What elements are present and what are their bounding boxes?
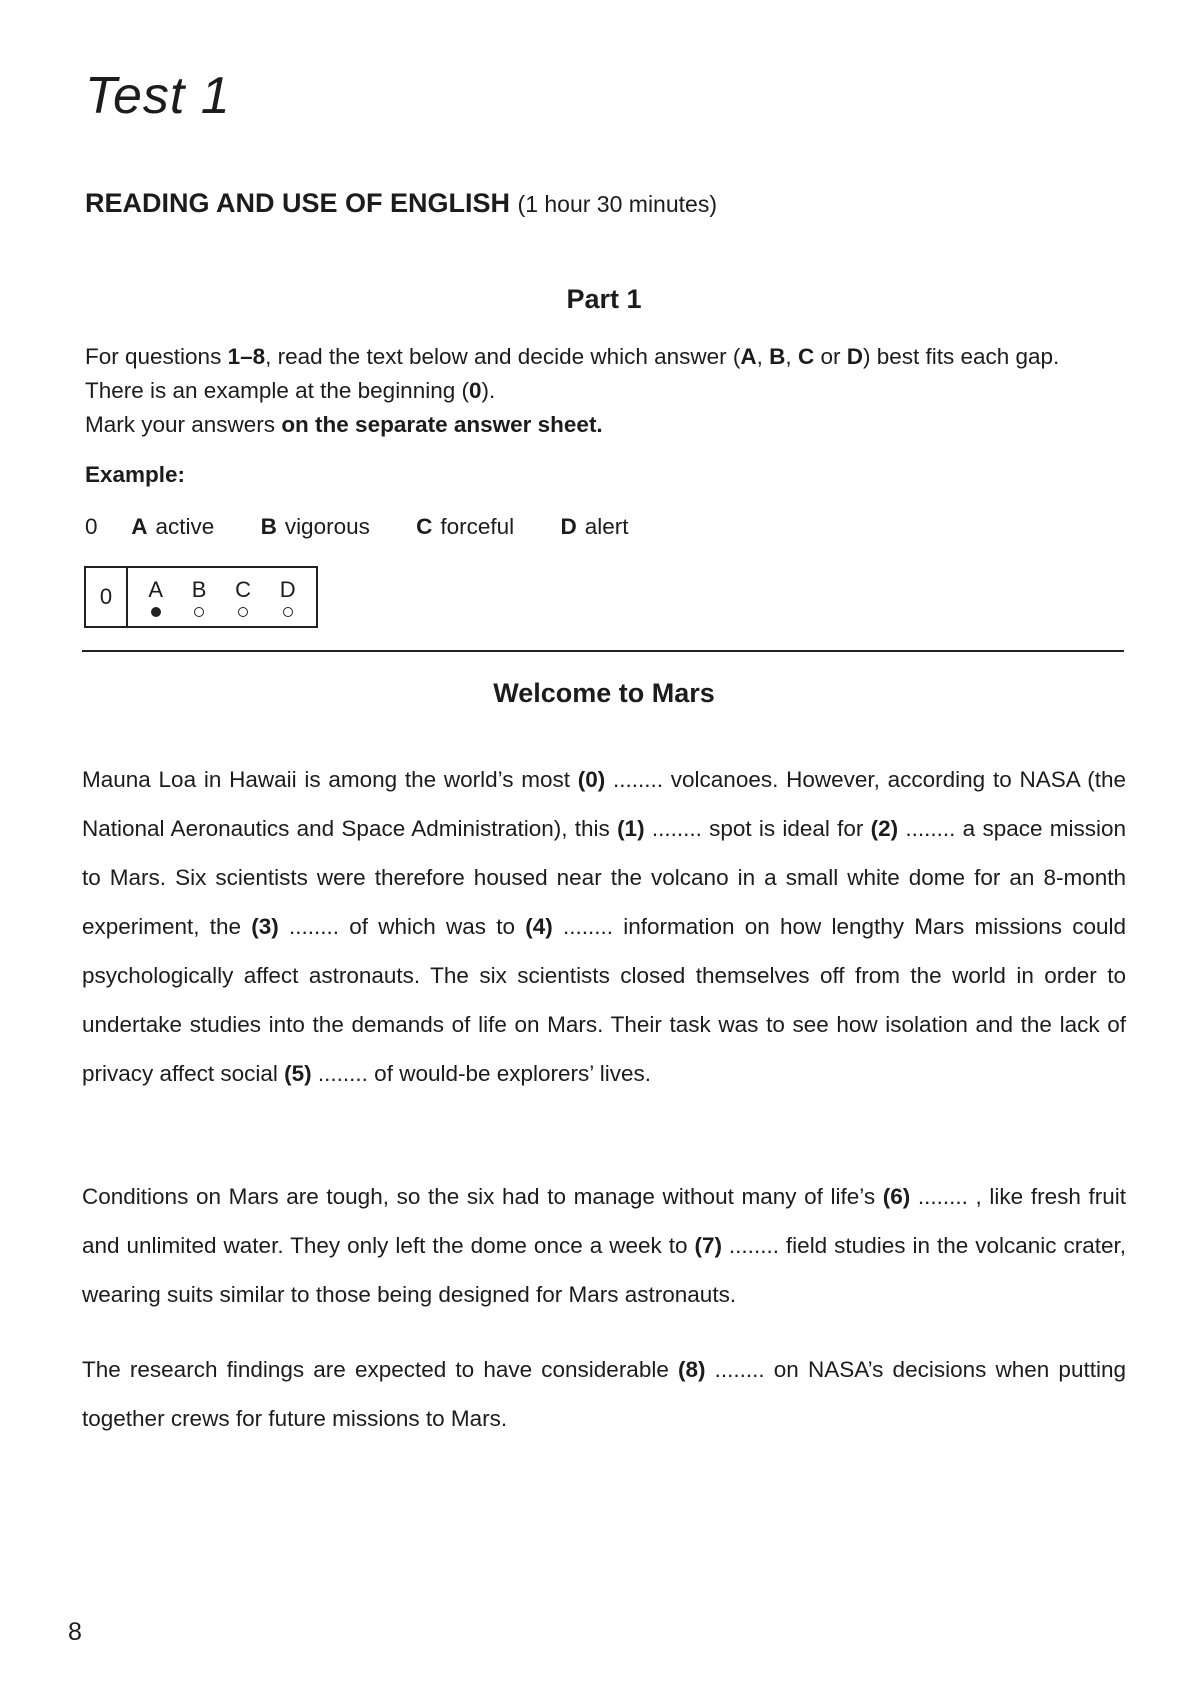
instruction-line-2 bbox=[85, 374, 1130, 408]
option-letter: C bbox=[416, 514, 433, 539]
instruction-line-3 bbox=[85, 408, 1130, 442]
instruction-bold: B bbox=[769, 344, 786, 369]
example-number: 0 bbox=[85, 514, 98, 539]
example-label: Example: bbox=[85, 462, 186, 487]
paragraph-text: Conditions on Mars are tough, so the six had to manage without many of life’s bbox=[82, 1184, 883, 1209]
option-text: alert bbox=[584, 514, 629, 539]
instruction-text: There is an example at the beginning ( bbox=[85, 378, 469, 403]
instruction-bold: 0 bbox=[468, 378, 482, 403]
answer-choice-letter: A bbox=[148, 577, 164, 602]
gap-number: (4) bbox=[525, 914, 553, 939]
paragraph-text: ........ field studies in the volcanic crater, wearing suits similar to those being designed for Mars astronauts. bbox=[82, 1233, 1126, 1307]
gap-number: (6) bbox=[882, 1184, 911, 1209]
paragraph-text: ........ information on how lengthy Mars missions could psychologically affect astronauts. The six scientists closed themselves off from the world in order to undertake studies into the demands of life on Mars. Their task was to see how isolation and the lack of privacy affect social bbox=[82, 914, 1127, 1086]
paragraph-text: ........ of which was to bbox=[278, 914, 526, 939]
answer-choice-c bbox=[235, 568, 251, 626]
example-option-b bbox=[261, 514, 370, 540]
section-divider bbox=[82, 650, 1124, 652]
instruction-bold: on the separate answer sheet. bbox=[281, 412, 603, 437]
answer-choice-letter: C bbox=[235, 577, 252, 602]
instruction-text: or bbox=[814, 344, 847, 369]
gap-number: (0) bbox=[577, 767, 606, 792]
instruction-bold: A bbox=[740, 344, 757, 369]
answer-choice-letter: D bbox=[279, 577, 296, 602]
paragraph-text: ........ spot is ideal for bbox=[644, 816, 871, 841]
gap-number: (8) bbox=[678, 1357, 706, 1382]
answer-bubble-icon bbox=[151, 607, 161, 617]
paragraph-2 bbox=[82, 1172, 1126, 1319]
section-title bbox=[85, 188, 717, 219]
answer-bubble-icon bbox=[194, 607, 204, 617]
gap-number: (5) bbox=[284, 1061, 312, 1086]
instruction-text: For questions bbox=[85, 344, 228, 369]
paragraph-text: The research findings are expected to have considerable bbox=[82, 1357, 678, 1382]
paragraph-3 bbox=[82, 1345, 1126, 1443]
instruction-text: Mark your answers bbox=[85, 412, 282, 437]
example-option-a bbox=[131, 514, 214, 540]
example-option-c bbox=[416, 514, 514, 540]
gap-number: (2) bbox=[870, 816, 899, 841]
option-text: active bbox=[155, 514, 215, 539]
instruction-text: , bbox=[785, 344, 798, 369]
paragraph-text: Mauna Loa in Hawaii is among the world’s most bbox=[82, 767, 578, 792]
option-letter: B bbox=[260, 514, 277, 539]
option-letter: A bbox=[131, 514, 148, 539]
instruction-text: ). bbox=[481, 378, 496, 403]
paragraph-text: ........ on NASA’s decisions when putting together crews for future missions to Mars. bbox=[82, 1357, 1126, 1431]
paragraph-text: ........ volcanoes. However, according to NASA (the National Aeronautics and Space Administration), this bbox=[82, 767, 1126, 841]
example-answer-box bbox=[84, 566, 318, 628]
paragraph-text: ........ , like fresh fruit and unlimited water. They only left the dome once a week to bbox=[82, 1184, 1126, 1258]
test-title: Test 1 bbox=[85, 67, 231, 125]
gap-number: (7) bbox=[694, 1233, 722, 1258]
instruction-bold: C bbox=[797, 344, 815, 369]
instruction-text: ) best fits each gap. bbox=[862, 344, 1060, 369]
page-number: 8 bbox=[68, 1618, 82, 1646]
section-heading: READING AND USE OF ENGLISH bbox=[85, 188, 511, 218]
answer-choice-d bbox=[280, 568, 296, 626]
paragraph-text: ........ of would-be explorers’ lives. bbox=[311, 1061, 651, 1086]
paragraph-1 bbox=[82, 755, 1126, 1098]
answer-bubble-icon bbox=[238, 607, 248, 617]
instruction-line-1 bbox=[85, 340, 1130, 374]
answer-bubble-icon bbox=[283, 607, 293, 617]
answer-choice-letter: B bbox=[191, 577, 207, 602]
instructions bbox=[85, 340, 1130, 442]
gap-number: (1) bbox=[617, 816, 645, 841]
option-text: forceful bbox=[440, 514, 515, 539]
instruction-text: , read the text below and decide which answer ( bbox=[265, 344, 741, 369]
answer-choice-a bbox=[148, 568, 163, 626]
option-text: vigorous bbox=[284, 514, 370, 539]
text-title: Welcome to Mars bbox=[493, 678, 715, 708]
example-option-d bbox=[560, 514, 628, 540]
example-options bbox=[85, 514, 668, 540]
instruction-text: , bbox=[756, 344, 770, 369]
section-duration: (1 hour 30 minutes) bbox=[517, 191, 717, 217]
part-title: Part 1 bbox=[566, 284, 642, 314]
gap-number: (3) bbox=[251, 914, 279, 939]
instruction-bold: 1–8 bbox=[227, 344, 266, 369]
answer-box-choices bbox=[128, 568, 316, 626]
option-letter: D bbox=[560, 514, 577, 539]
instruction-bold: D bbox=[846, 344, 863, 369]
answer-choice-b bbox=[192, 568, 207, 626]
paragraph-text: ........ a space mission to Mars. Six scientists were therefore housed near the volcano in a small white dome for an 8-month experiment, the bbox=[82, 816, 1127, 939]
answer-box-number: 0 bbox=[86, 568, 128, 626]
